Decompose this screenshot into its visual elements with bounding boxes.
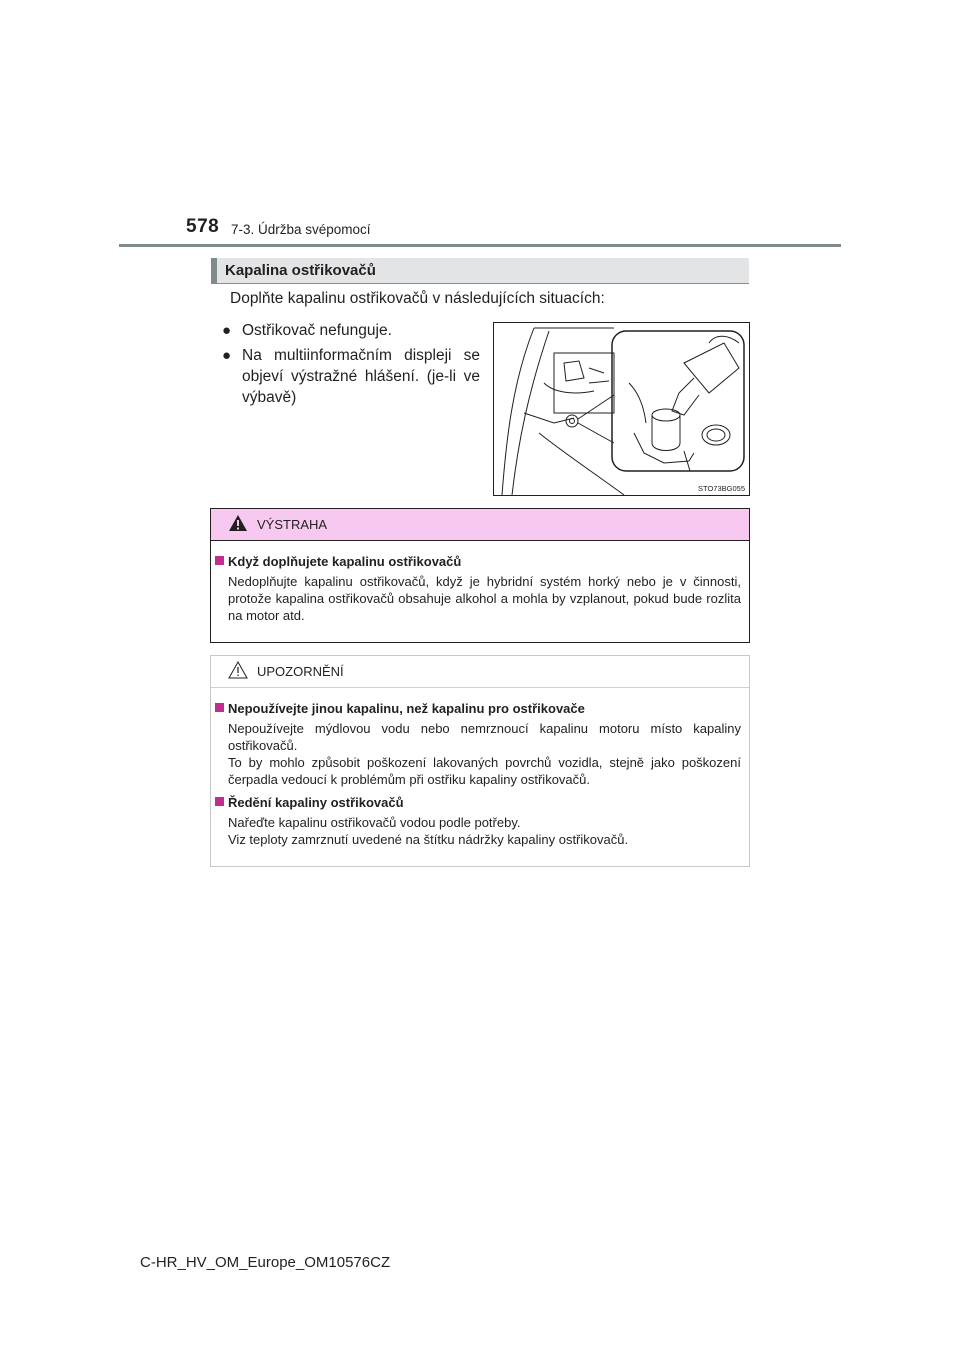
bullet-item	[222, 320, 480, 341]
caution-item-text: To by mohlo způsobit poškození lakovaných povrchů vozidla, stejně jako poškození čerpadla vedoucí k problémům při ostřiku kapaliny ostřikovačů.	[228, 755, 741, 787]
bullet-dot-icon: ●	[222, 347, 232, 364]
caution-item-text: Viz teploty zamrznutí uvedené na štítku nádržky kapaliny ostřikovačů.	[228, 832, 629, 847]
section-breadcrumb: 7-3. Údržba svépomocí	[231, 222, 371, 237]
header-rule	[119, 244, 841, 247]
caution-item-title	[211, 701, 749, 716]
bullet-text: Ostřikovač nefunguje.	[242, 322, 392, 339]
warning-item-title-text: Když doplňujete kapalinu ostřikovačů	[228, 554, 462, 569]
caution-label: UPOZORNĚNÍ	[257, 664, 344, 679]
square-bullet-icon	[215, 797, 224, 806]
caution-item-text: Nařeďte kapalinu ostřikovačů vodou podle potřeby.	[228, 815, 521, 830]
section-title-bar	[211, 258, 749, 284]
illustration-code: STO73BG055	[698, 484, 745, 493]
bullet-dot-icon: ●	[222, 322, 232, 339]
footer-doc-id: C-HR_HV_OM_Europe_OM10576CZ	[140, 1254, 391, 1271]
caution-triangle-icon	[228, 661, 248, 679]
warning-box	[210, 508, 750, 643]
caution-header	[211, 656, 749, 688]
warning-item-title	[211, 554, 749, 569]
caution-item-text: Nepoužívejte mýdlovou vodu nebo nemrznoucí kapalinu motoru místo kapaliny ostřikovačů.	[228, 721, 741, 753]
warning-header	[211, 509, 749, 541]
caution-item-title-text: Ředění kapaliny ostřikovačů	[228, 795, 404, 810]
warning-triangle-icon	[228, 514, 248, 532]
page-number: 578	[186, 216, 220, 237]
caution-item-title-text: Nepoužívejte jinou kapalinu, než kapalinu pro ostřikovače	[228, 701, 585, 716]
warning-label: VÝSTRAHA	[257, 517, 328, 532]
square-bullet-icon	[215, 556, 224, 565]
caution-box	[210, 655, 750, 867]
bullet-text: Na multiinformačním displeji se objeví výstražné hlášení. (je-li ve výbavě)	[242, 347, 480, 406]
caution-item-title	[211, 795, 749, 810]
intro-text: Doplňte kapalinu ostřikovačů v následujících situacích:	[230, 290, 605, 307]
washer-fluid-illustration	[493, 322, 750, 496]
section-title-accent	[211, 258, 217, 283]
warning-item-text: Nedoplňujte kapalinu ostřikovačů, když je hybridní systém horký nebo je v činnosti, protože kapalina ostřikovačů obsahuje alkohol a mohla by vzplanout, pokud bude rozlita na motor atd.	[228, 574, 741, 623]
engine-bay-drawing	[494, 323, 749, 495]
section-title: Kapalina ostřikovačů	[225, 262, 376, 279]
square-bullet-icon	[215, 703, 224, 712]
bullet-item	[222, 345, 480, 408]
